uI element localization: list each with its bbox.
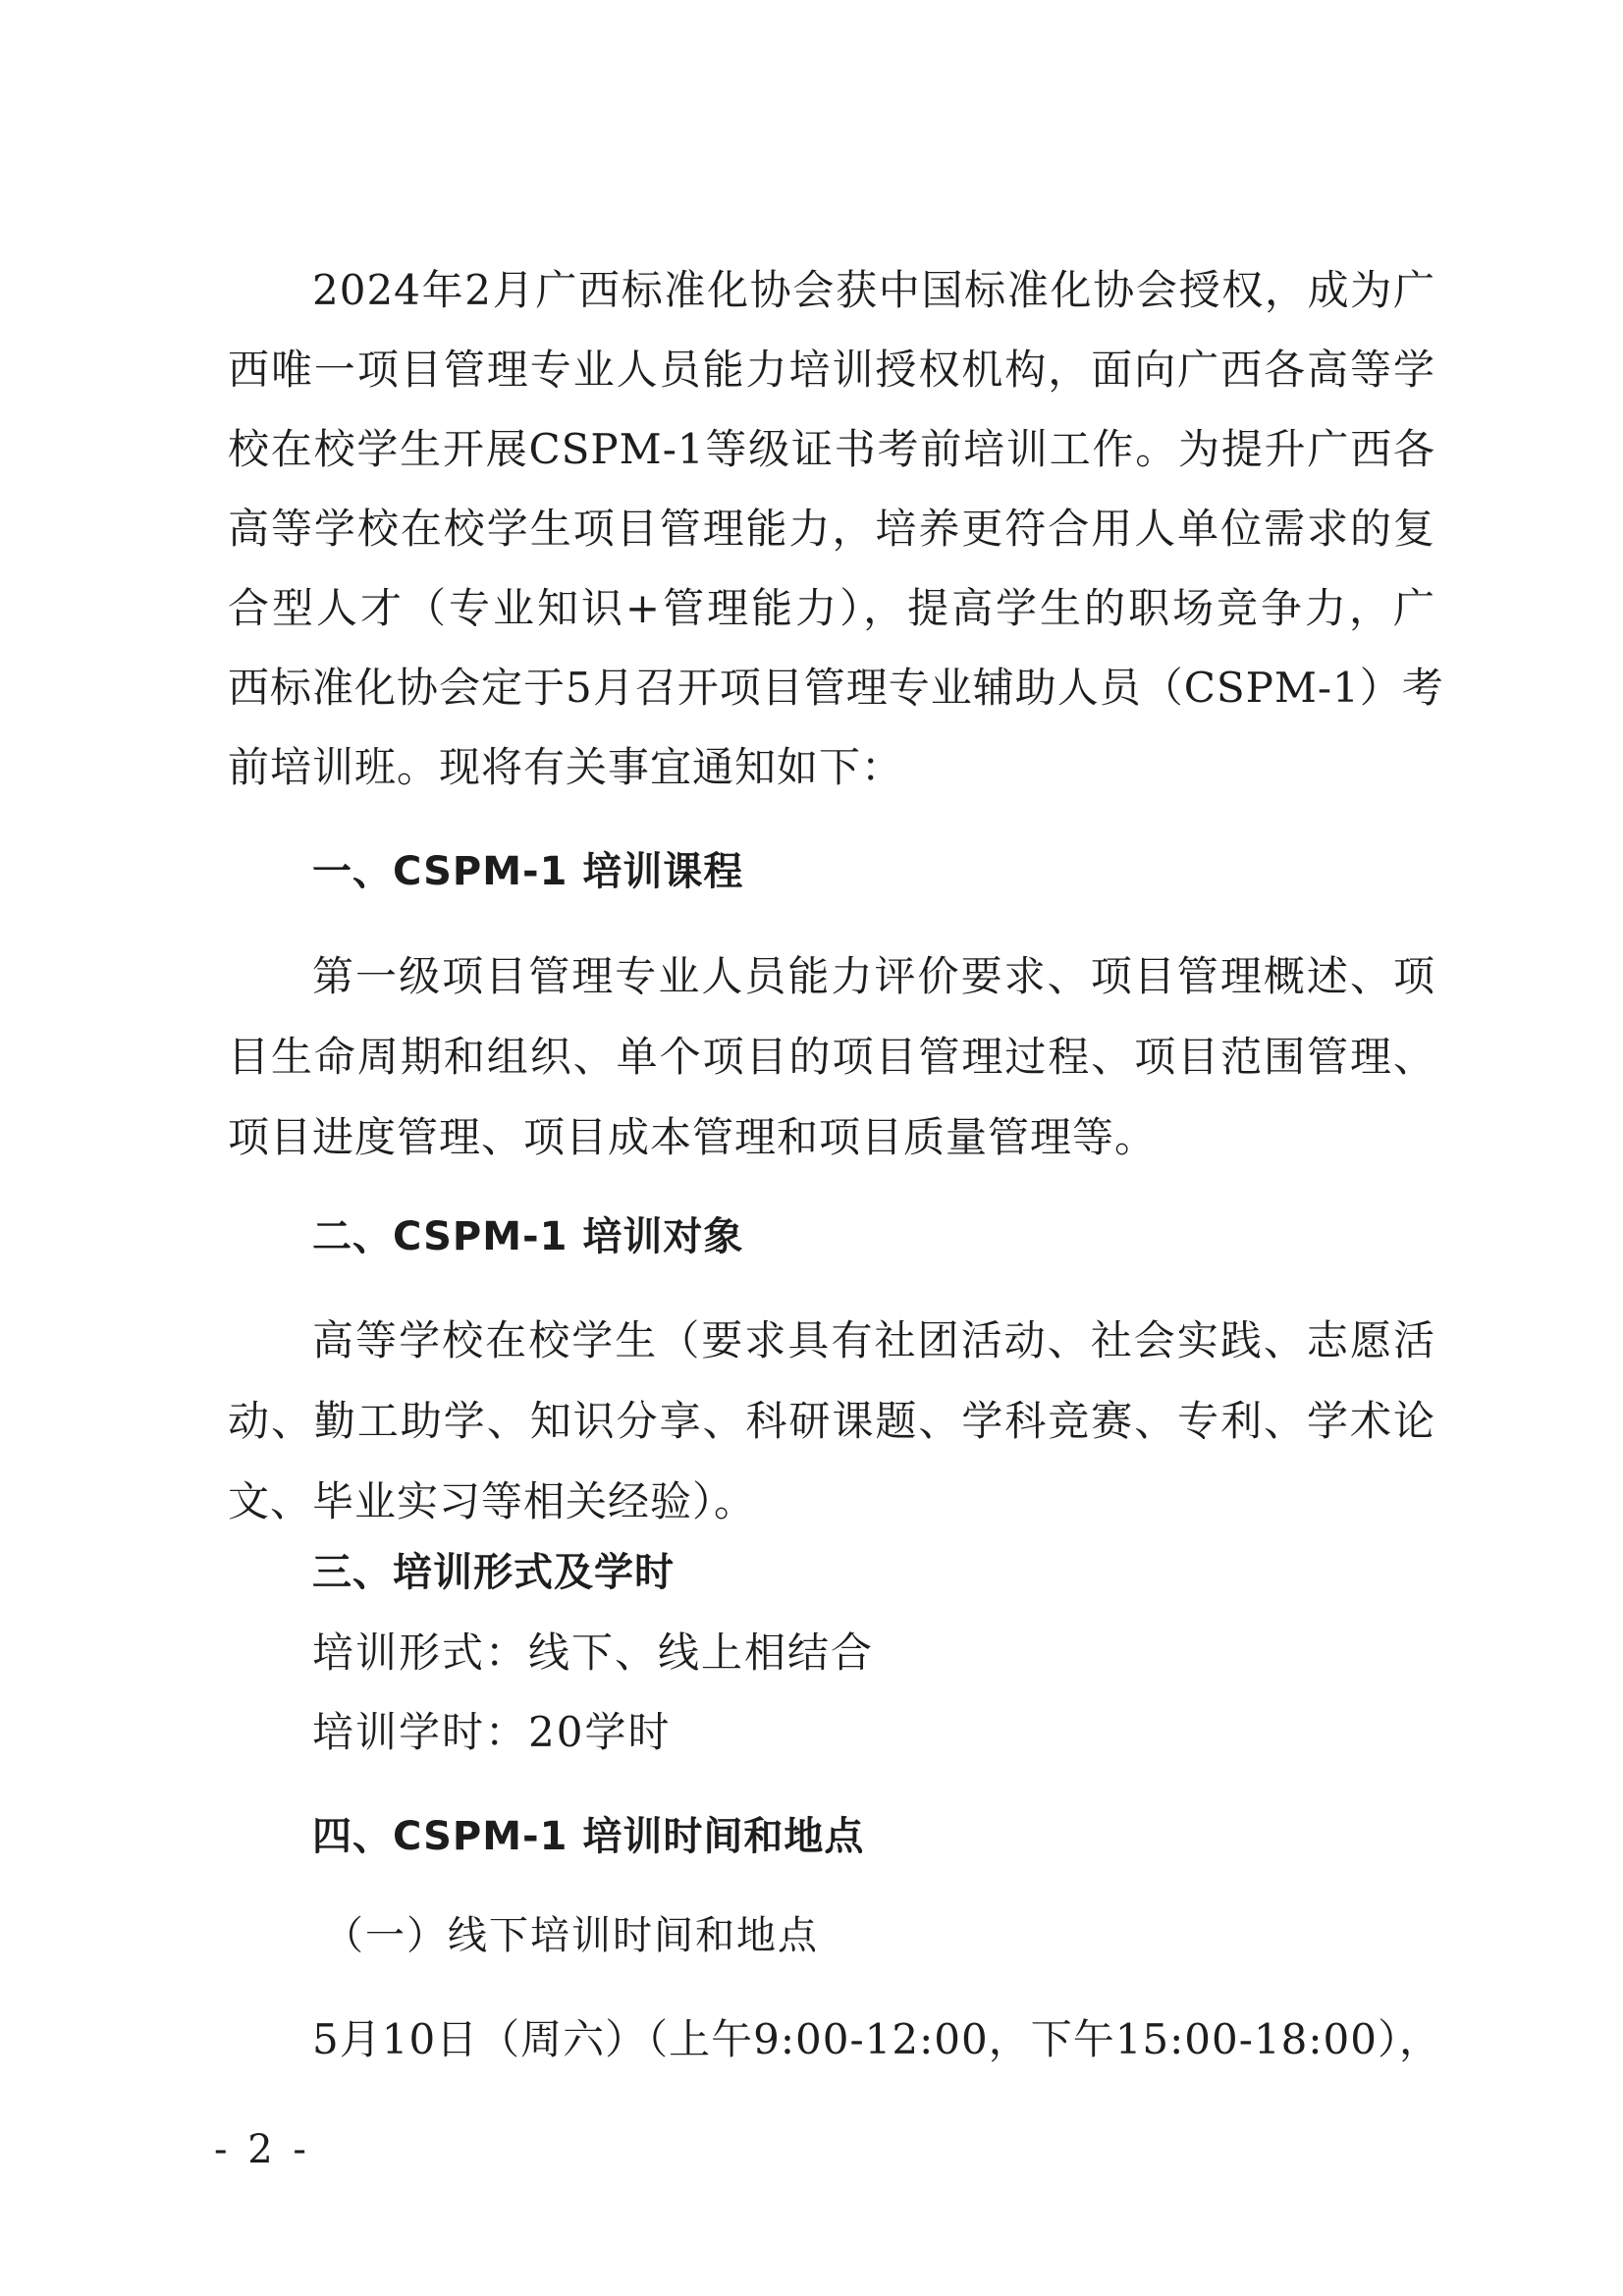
training-hours-line: 培训学时：20学时 bbox=[312, 1708, 672, 1756]
section-3-heading: 三、培训形式及学时 bbox=[312, 1550, 675, 1595]
section-2-line-1: 高等学校在校学生（要求具有社团活动、社会实践、志愿活 bbox=[312, 1316, 1435, 1364]
section-1-heading: 一、CSPM-1 培训课程 bbox=[312, 849, 744, 894]
intro-line-6: 西标准化协会定于5月召开项目管理专业辅助人员（CSPM-1）考 bbox=[228, 664, 1444, 712]
intro-line-7: 前培训班。现将有关事宜通知如下： bbox=[228, 743, 904, 791]
section-1-line-1: 第一级项目管理专业人员能力评价要求、项目管理概述、项 bbox=[312, 952, 1435, 1000]
section-2-line-3: 文、毕业实习等相关经验）。 bbox=[228, 1477, 757, 1525]
offline-time-line: 5月10日（周六）（上午9:00-12:00，下午15:00-18:00）， bbox=[312, 2015, 1441, 2063]
section-4-subheading-1: （一）线下培训时间和地点 bbox=[324, 1913, 819, 1958]
section-2-heading: 二、CSPM-1 培训对象 bbox=[312, 1214, 744, 1259]
section-2-line-2: 动、勤工助学、知识分享、科研课题、学科竞赛、专利、学术论 bbox=[228, 1397, 1435, 1445]
page-number: - 2 - bbox=[214, 2127, 310, 2172]
intro-line-1: 2024年2月广西标准化协会获中国标准化协会授权，成为广 bbox=[312, 266, 1435, 314]
intro-line-5: 合型人才（专业知识+管理能力），提高学生的职场竞争力，广 bbox=[228, 584, 1435, 632]
intro-line-4: 高等学校在校学生项目管理能力，培养更符合用人单位需求的复 bbox=[228, 505, 1435, 553]
intro-line-3: 校在校学生开展CSPM-1等级证书考前培训工作。为提升广西各 bbox=[228, 425, 1435, 473]
section-1-line-3: 项目进度管理、项目成本管理和项目质量管理等。 bbox=[228, 1113, 1158, 1161]
training-form-line: 培训形式：线下、线上相结合 bbox=[312, 1629, 875, 1677]
intro-line-2: 西唯一项目管理专业人员能力培训授权机构，面向广西各高等学 bbox=[228, 346, 1435, 394]
section-4-heading: 四、CSPM-1 培训时间和地点 bbox=[312, 1814, 865, 1859]
section-1-line-2: 目生命周期和组织、单个项目的项目管理过程、项目范围管理、 bbox=[228, 1033, 1435, 1081]
